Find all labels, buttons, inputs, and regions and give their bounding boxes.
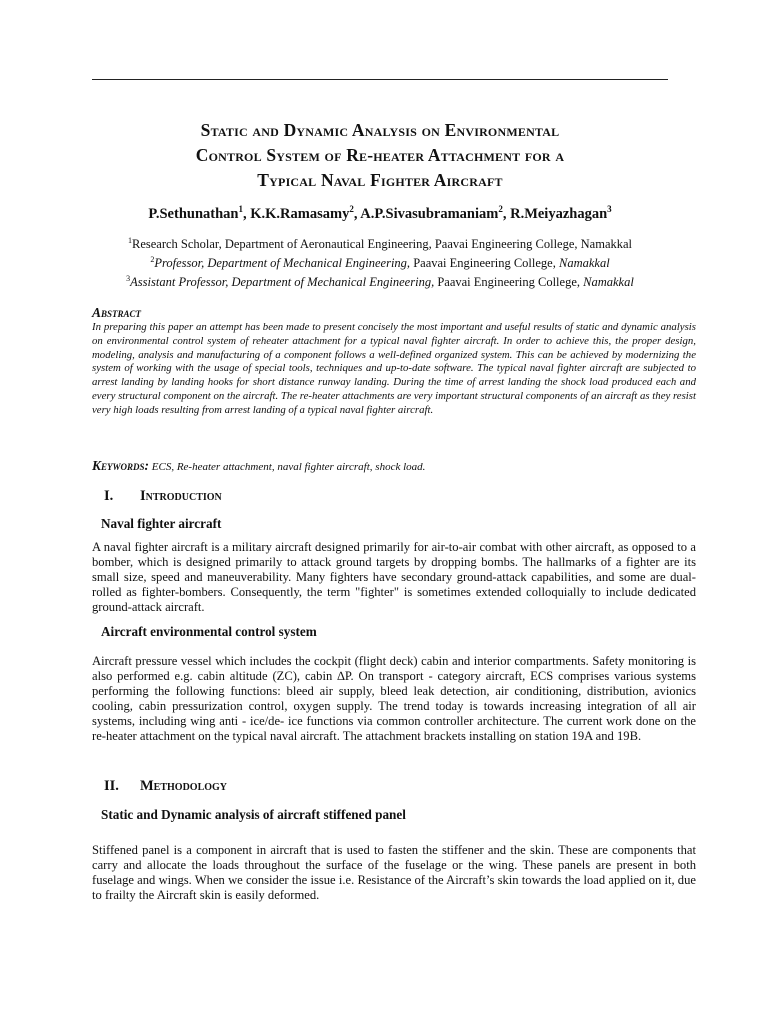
affiliation-role: Professor, Department of Mechanical Engineering, [154, 256, 411, 271]
affiliation-college: Paavai Engineering College, [434, 237, 578, 252]
affiliation-college: Paavai Engineering College, [413, 256, 556, 271]
affiliation-sup: 1 [127, 236, 132, 245]
title-line-1: Static and Dynamic Analysis on Environmental [200, 120, 560, 140]
subsection-heading: Naval fighter aircraft [101, 516, 222, 531]
affiliation-line [92, 233, 668, 252]
header-rule [92, 79, 668, 80]
abstract-text: In preparing this paper an attempt has been made to present concisely the most important and useful results of static and dynamic analysis on environmental control system of reheater attachment for a typical naval fighter aircraft. In order to achieve this, the proper design, modeling, analysis and manufacturing of a component follows a well-defined organized system. This can be achieved by modernizing the system of working with the usage of special tools, techniques and up-to-date software. The typical naval fighter aircraft are subjected to arrest landing by landing hooks for short distance runway landing. During the time of arrest landing the shock load produced each and every structural component on the aircraft. The re-heater attachments are very important structural components of an aircraft as they resist very high loads resulting from arrest landing of a typical naval fighter aircraft. [92, 321, 696, 416]
author-name: R.Meiyazhagan [510, 205, 608, 222]
section-name: Methodology [140, 778, 228, 794]
affiliation-college: Paavai Engineering College, [437, 275, 580, 290]
section-heading-methodology [104, 778, 227, 795]
paragraph-ecs: Aircraft pressure vessel which includes the cockpit (flight deck) cabin and interior compartments. Safety monitoring is also performed e.g. cabin altitude (ZC), cabin ∆P. On transport - category aircraft, ECS comprises various systems performing the following functions: bleed air supply, bleed leak detection, air conditioning, distribution, avionics cooling, cabin pressurization control, oxygen supply. The trend today is towards increasing integration of all air systems, including wing anti - ice/de- ice functions via common controller architecture. The current work done on the re-heater attachment on the typical naval aircraft. The attachment brackets installing on station 19A and 19B. [92, 654, 696, 743]
author-name: P.Sethunathan [148, 205, 239, 222]
section-heading-introduction [104, 488, 222, 505]
author-sup: 2 [498, 204, 503, 214]
section-number: II. [104, 778, 119, 794]
section-name: Introduction [140, 488, 222, 504]
section-number: I. [104, 488, 114, 504]
author-name: K.K.Ramasamy [250, 205, 350, 222]
author-sup: 3 [607, 204, 612, 214]
paragraph-stiffened-panel: Stiffened panel is a component in aircraft that is used to fasten the stiffener and the skin. These are components that carry and allocate the loads throughout the surface of the fuselage or the wing. These panels are present in both fuselage and wings. When we consider the issue i.e. Resistance of the Aircraft’s skin towards the load applied on it, due to frailty the Aircraft skin is easily deformed. [92, 843, 696, 902]
author-sup: 2 [349, 204, 354, 214]
paragraph-naval-fighter: A naval fighter aircraft is a military aircraft designed primarily for air-to-air combat with other aircraft, as opposed to a bomber, which is designed primarily to attack ground targets by dropping bombs. The hallmarks of a fighter are its small size, speed and maneuverability. Many fighters have secondary ground-attack capabilities, and some are dual-rolled as fighter-bombers. Consequently, the term "fighter" is sometimes extended colloquially to include dedicated ground-attack aircraft. [92, 540, 696, 614]
affiliation-role: Assistant Professor, Department of Mechanical Engineering, [130, 275, 435, 290]
subsection-heading: Static and Dynamic analysis of aircraft stiffened panel [101, 807, 406, 822]
title-line-2: Control System of Re-heater Attachment for a [195, 145, 565, 165]
title-line-3: Typical Naval Fighter Aircraft [257, 170, 503, 190]
keywords-text: ECS, Re-heater attachment, naval fighter aircraft, shock load. [151, 461, 426, 473]
author-sup: 1 [238, 204, 243, 214]
keywords-label: Keywords: [92, 458, 150, 473]
keywords [92, 458, 696, 474]
affiliation-sup: 2 [150, 255, 155, 265]
affiliation-role: Research Scholar, Department of Aeronautical Engineering, [131, 237, 432, 252]
affiliation-place: Namakkal [583, 275, 634, 290]
affiliation-line [92, 271, 668, 290]
paper-title [92, 118, 668, 193]
author-name: A.P.Sivasubramaniam [360, 205, 499, 222]
subsection-heading: Aircraft environmental control system [101, 624, 317, 639]
affiliation-place: Namakkal [580, 237, 633, 252]
abstract-heading: Abstract [92, 305, 142, 320]
affiliation-line [92, 252, 668, 271]
affiliation-list [92, 233, 668, 290]
author-list: P.Sethunathan$^1$, K.K.Ramasamy$^2$, A.P.Sivasubramaniam$^2$, R.Meiyazhagan$^3$ [148, 204, 612, 222]
affiliation-place: Namakkal [558, 256, 610, 271]
affiliation-sup: 3 [126, 274, 131, 284]
